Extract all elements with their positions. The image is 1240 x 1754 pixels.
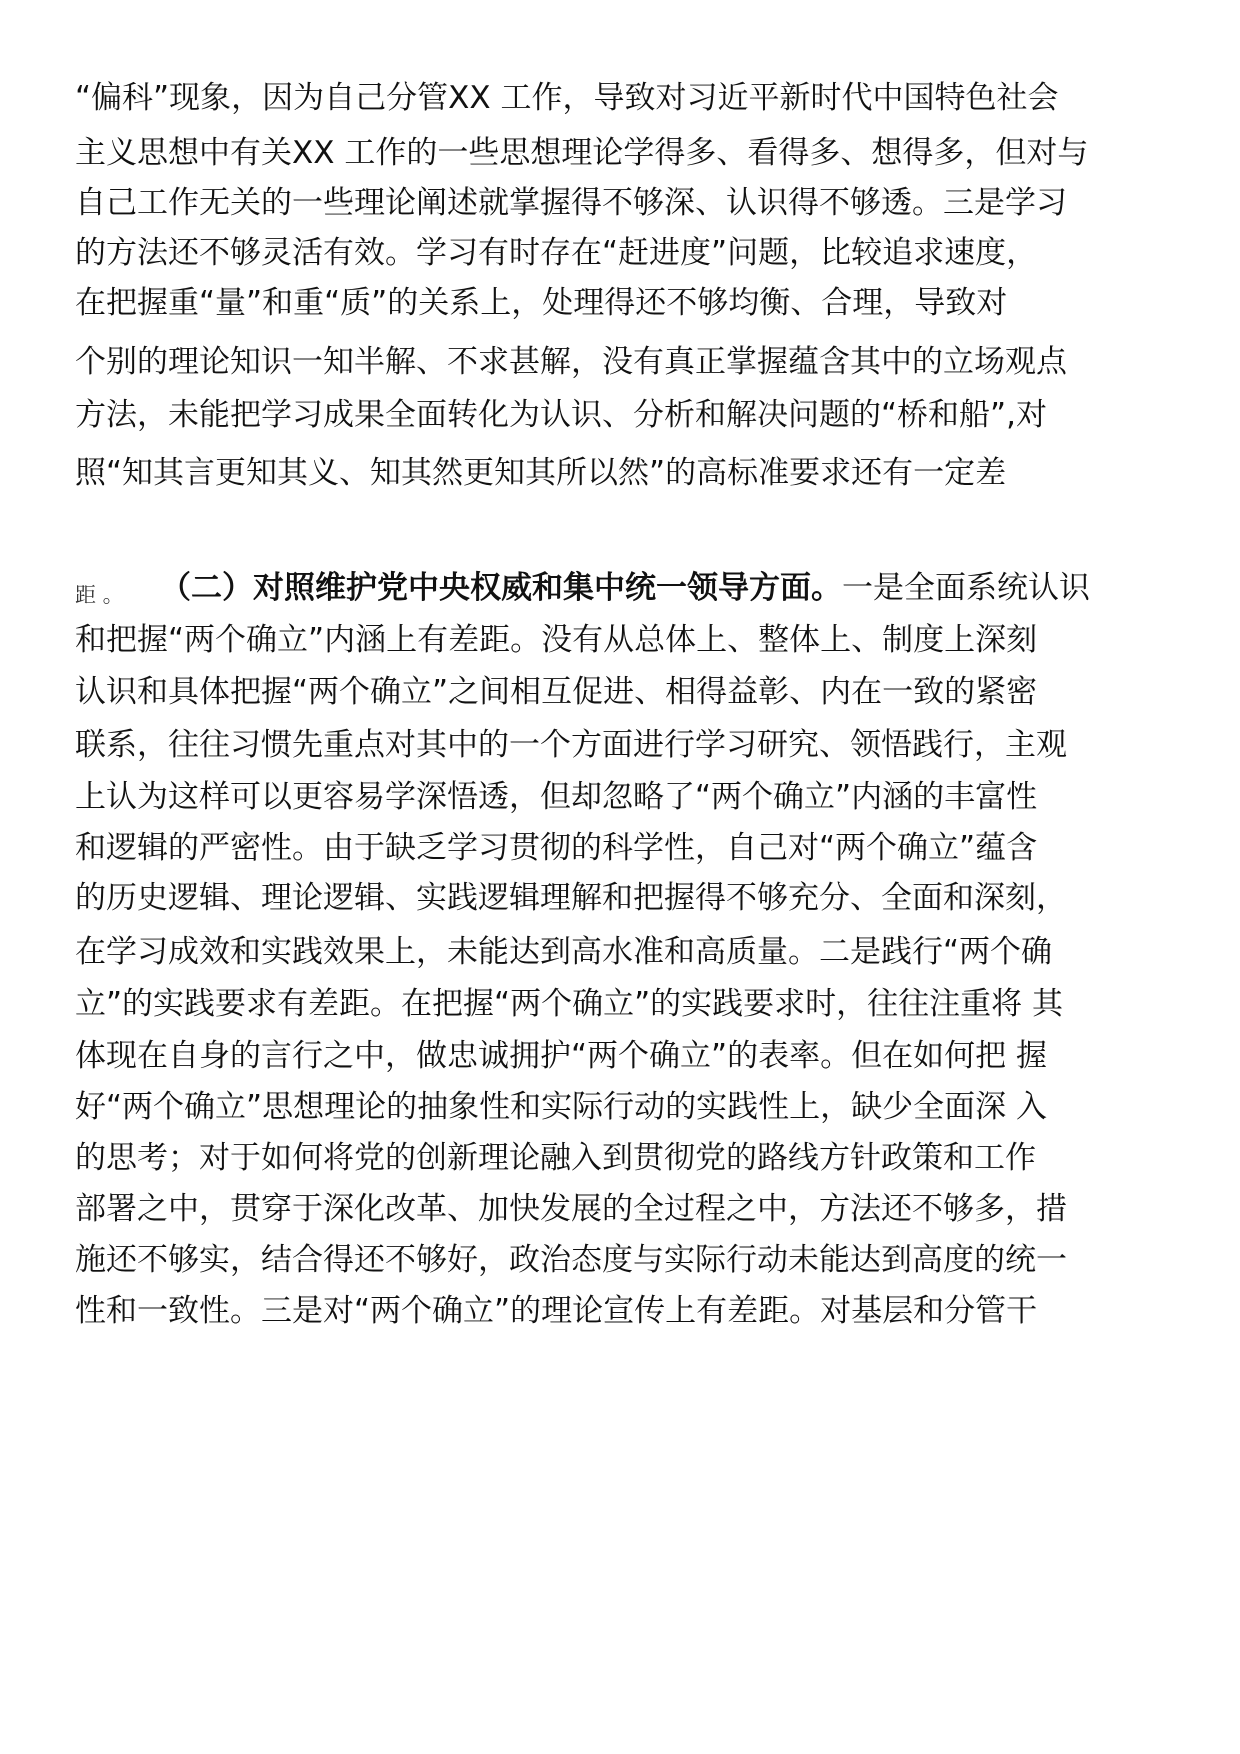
text-line: 的思考；对于如何将党的创新理论融入到贯彻党的路线方针政策和工作 — [75, 1140, 1036, 1176]
text-line: 好“两个确立”思想理论的抽象性和实际行动的实践性上，缺少全面深 入 — [75, 1089, 1047, 1125]
text-line: 个别的理论知识一知半解、不求甚解，没有真正掌握蕴含其中的立场观点 — [75, 344, 1067, 380]
text-line: 上认为这样可以更容易学深悟透，但却忽略了“两个确立”内涵的丰富性 — [75, 779, 1038, 815]
text-line: 方法，未能把学习成果全面转化为认识、分析和解决问题的“桥和船”,对 — [75, 397, 1047, 433]
text-line: 部署之中，贯穿于深化改革、加快发展的全过程之中，方法还不够多，措 — [75, 1191, 1067, 1227]
text-line: 的历史逻辑、理论逻辑、实践逻辑理解和把握得不够充分、全面和深刻， — [75, 880, 1067, 916]
text-line: 性和一致性。三是对“两个确立”的理论宣传上有差距。对基层和分管干 — [75, 1293, 1038, 1329]
text-line: 自己工作无关的一些理论阐述就掌握得不够深、认识得不够透。三是学习 — [75, 185, 1067, 221]
text-line: 和逻辑的严密性。由于缺乏学习贯彻的科学性，自己对“两个确立”蕴含 — [75, 830, 1038, 866]
text-line: 主义思想中有关XX 工作的一些思想理论学得多、看得多、想得多，但对与 — [75, 135, 1089, 171]
text-line: 施还不够实，结合得还不够好，政治态度与实际行动未能达到高度的统一 — [75, 1242, 1067, 1278]
section-2-first-line — [160, 568, 1240, 608]
text-line: 和把握“两个确立”内涵上有差距。没有从总体上、整体上、制度上深刻 — [75, 622, 1038, 658]
section-2-heading: （二）对照维护党中央权威和集中统一领导方面。 — [160, 570, 842, 606]
section-2-first-line-rest: 一是全面系统认识 — [842, 570, 1090, 606]
text-line: 在学习成效和实践效果上，未能达到高水准和高质量。二是践行“两个确 — [75, 934, 1053, 970]
text-line: 体现在自身的言行之中，做忠诚拥护“两个确立”的表率。但在如何把 握 — [75, 1038, 1047, 1074]
text-line: 认识和具体把握“两个确立”之间相互促进、相得益彰、内在一致的紧密 — [75, 674, 1038, 710]
text-line: 在把握重“量”和重“质”的关系上，处理得还不够均衡、合理，导致对 — [75, 285, 1008, 321]
text-line: 的方法还不够灵活有效。学习有时存在“赶进度”问题，比较追求速度， — [75, 235, 1038, 271]
text-line: 联系，往往习惯先重点对其中的一个方面进行学习研究、领悟践行，主观 — [75, 727, 1067, 763]
text-line: “偏科”现象，因为自己分管XX 工作，导致对习近平新时代中国特色社会 — [75, 80, 1059, 116]
text-line: 立”的实践要求有差距。在把握“两个确立”的实践要求时，往往注重将 其 — [75, 986, 1064, 1022]
text-line: 照“知其言更知其义、知其然更知其所以然”的高标准要求还有一定差 — [75, 455, 1007, 491]
text-line: 距 。 — [75, 583, 124, 607]
